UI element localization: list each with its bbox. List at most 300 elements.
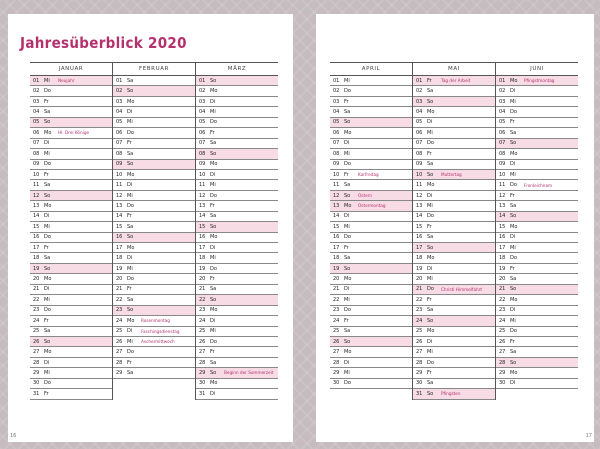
month-header: MAI (413, 62, 495, 76)
weekday: Mo (210, 380, 218, 387)
day-number: 13 (33, 202, 40, 209)
day-row (496, 264, 578, 274)
weekday: Do (44, 380, 51, 387)
weekday: So (344, 192, 351, 199)
weekday: Fr (210, 129, 215, 136)
day-row (113, 347, 195, 357)
day-number: 23 (499, 307, 506, 314)
day-row (113, 97, 195, 107)
day-row (30, 347, 112, 357)
day-row (413, 180, 495, 190)
weekday: Mi (344, 296, 350, 303)
weekday: Fr (510, 192, 515, 199)
weekday: So (510, 213, 517, 220)
day-row (113, 76, 195, 86)
day-row (30, 316, 112, 326)
weekday: Mo (127, 317, 135, 324)
day-row (113, 128, 195, 138)
day-number: 02 (116, 88, 123, 95)
day-number: 25 (416, 328, 423, 335)
weekday: Sa (44, 255, 51, 262)
day-number: 30 (416, 380, 423, 387)
day-number: 02 (199, 88, 206, 95)
day-row (413, 139, 495, 149)
day-row (413, 285, 495, 295)
day-row (330, 86, 412, 96)
day-number: 17 (199, 244, 206, 251)
weekday: Mo (44, 202, 52, 209)
weekday: Fr (44, 98, 49, 105)
weekday: Mo (427, 328, 435, 335)
day-row (113, 201, 195, 211)
day-number: 03 (199, 98, 206, 105)
weekday: So (510, 286, 517, 293)
day-number: 31 (199, 390, 206, 397)
weekday: Do (127, 276, 134, 283)
day-number: 22 (499, 296, 506, 303)
day-number: 23 (116, 307, 123, 314)
weekday: Mo (510, 150, 518, 157)
day-number: 24 (416, 317, 423, 324)
day-row (496, 243, 578, 253)
day-row (413, 368, 495, 378)
day-number: 03 (416, 98, 423, 105)
day-row (330, 253, 412, 263)
day-row (413, 170, 495, 180)
day-row (113, 264, 195, 274)
day-row (413, 191, 495, 201)
page-title: Jahresüberblick 2020 (20, 34, 187, 52)
day-row (30, 368, 112, 378)
day-number: 29 (116, 369, 123, 376)
weekday: Mi (427, 349, 433, 356)
weekday: Do (344, 88, 351, 95)
day-number: 04 (333, 109, 340, 116)
weekday: Di (44, 359, 50, 366)
day-number: 06 (416, 129, 423, 136)
day-row (196, 201, 278, 211)
day-row (496, 107, 578, 117)
month-header: JANUAR (30, 62, 112, 76)
weekday: Mo (44, 276, 52, 283)
weekday: So (210, 369, 217, 376)
day-number: 15 (416, 223, 423, 230)
weekday: Do (44, 307, 51, 314)
day-number: 09 (33, 161, 40, 168)
day-row (330, 97, 412, 107)
weekday: Di (127, 182, 133, 189)
day-number: 08 (333, 150, 340, 157)
day-number: 23 (416, 307, 423, 314)
day-number: 11 (499, 182, 506, 189)
weekday: Sa (44, 328, 51, 335)
weekday: Di (127, 328, 133, 335)
month-column (412, 62, 495, 400)
day-row (30, 107, 112, 117)
weekday: Sa (510, 202, 517, 209)
weekday: Fr (210, 349, 215, 356)
weekday: Mo (127, 98, 135, 105)
weekday: Sa (127, 77, 134, 84)
weekday: Mo (510, 369, 518, 376)
day-row (330, 316, 412, 326)
day-row (330, 128, 412, 138)
day-number: 13 (499, 202, 506, 209)
day-number: 02 (333, 88, 340, 95)
day-number: 01 (333, 77, 340, 84)
day-number: 24 (333, 317, 340, 324)
day-number: 02 (499, 88, 506, 95)
day-number: 03 (499, 98, 506, 105)
weekday: Mi (427, 276, 433, 283)
day-number: 25 (199, 328, 206, 335)
weekday: So (427, 171, 434, 178)
day-number: 17 (499, 244, 506, 251)
day-row (413, 222, 495, 232)
day-number: 24 (499, 317, 506, 324)
day-row (496, 233, 578, 243)
weekday: Sa (510, 276, 517, 283)
calendar-grid-right (330, 62, 578, 400)
weekday: Mo (127, 171, 135, 178)
weekday: So (210, 223, 217, 230)
month-header: MÄRZ (196, 62, 278, 76)
weekday: Fr (427, 77, 432, 84)
weekday: Do (344, 161, 351, 168)
weekday: Di (210, 317, 216, 324)
weekday: Mi (44, 223, 50, 230)
day-number: 13 (199, 202, 206, 209)
day-number: 24 (116, 317, 123, 324)
weekday: Fr (427, 296, 432, 303)
day-row (30, 160, 112, 170)
day-number: 08 (499, 150, 506, 157)
holiday-label: Tag der Arbeit (441, 78, 471, 84)
month-column (330, 62, 412, 400)
weekday: Mo (127, 244, 135, 251)
day-number: 20 (333, 276, 340, 283)
day-number: 13 (416, 202, 423, 209)
day-number: 25 (33, 328, 40, 335)
day-row (496, 327, 578, 337)
weekday: Mi (510, 171, 516, 178)
weekday: Do (427, 286, 434, 293)
day-row (196, 107, 278, 117)
day-row (413, 97, 495, 107)
day-number: 16 (199, 234, 206, 241)
day-number: 29 (199, 369, 206, 376)
day-number: 21 (416, 286, 423, 293)
day-number: 04 (416, 109, 423, 116)
month-column (495, 62, 578, 400)
day-row (196, 306, 278, 316)
day-number: 12 (33, 192, 40, 199)
weekday: Di (210, 98, 216, 105)
weekday: Do (44, 88, 51, 95)
day-row (330, 295, 412, 305)
month-column (112, 62, 195, 400)
day-number: 15 (333, 223, 340, 230)
day-number: 10 (499, 171, 506, 178)
weekday: Mo (344, 129, 352, 136)
weekday: Di (427, 338, 433, 345)
day-row (496, 347, 578, 357)
day-row (30, 327, 112, 337)
day-row (496, 149, 578, 159)
day-row (113, 285, 195, 295)
day-row (496, 170, 578, 180)
day-number: 20 (199, 276, 206, 283)
weekday: So (44, 265, 51, 272)
weekday: Mi (44, 77, 50, 84)
weekday: Mo (344, 349, 352, 356)
day-row (196, 222, 278, 232)
weekday: Sa (210, 140, 217, 147)
day-row (330, 327, 412, 337)
day-row (113, 274, 195, 284)
day-number: 04 (499, 109, 506, 116)
weekday: Di (210, 171, 216, 178)
day-number: 08 (416, 150, 423, 157)
weekday: Fr (510, 119, 515, 126)
day-number: 28 (33, 359, 40, 366)
day-number: 18 (199, 255, 206, 262)
day-number: 01 (33, 77, 40, 84)
day-row (30, 389, 112, 399)
weekday: Fr (127, 286, 132, 293)
day-number: 06 (116, 129, 123, 136)
weekday: Sa (127, 296, 134, 303)
day-row (413, 86, 495, 96)
weekday: So (427, 98, 434, 105)
day-row (496, 306, 578, 316)
weekday: Fr (127, 213, 132, 220)
day-number: 19 (199, 265, 206, 272)
weekday: Sa (510, 129, 517, 136)
day-number: 11 (333, 182, 340, 189)
day-number: 24 (33, 317, 40, 324)
day-row (30, 295, 112, 305)
day-row (196, 379, 278, 389)
day-number: 07 (333, 140, 340, 147)
day-row (196, 160, 278, 170)
weekday: Do (510, 182, 517, 189)
day-number: 21 (199, 286, 206, 293)
weekday: So (344, 338, 351, 345)
weekday: Sa (344, 182, 351, 189)
day-row (496, 86, 578, 96)
weekday: Di (427, 265, 433, 272)
day-row (496, 128, 578, 138)
day-number: 15 (199, 223, 206, 230)
weekday: Do (210, 119, 217, 126)
weekday: Di (210, 244, 216, 251)
weekday: Do (44, 234, 51, 241)
day-row (330, 139, 412, 149)
weekday: Do (344, 234, 351, 241)
day-row (496, 274, 578, 284)
day-row (113, 368, 195, 378)
day-row (196, 347, 278, 357)
day-number: 22 (116, 296, 123, 303)
day-number: 05 (333, 119, 340, 126)
day-number: 31 (416, 390, 423, 397)
weekday: Mi (44, 150, 50, 157)
holiday-label: Christi Himmelfahrt (441, 286, 483, 292)
day-row (30, 358, 112, 368)
day-row (330, 243, 412, 253)
day-row (330, 160, 412, 170)
weekday: Di (510, 380, 516, 387)
day-row (330, 233, 412, 243)
day-row (413, 274, 495, 284)
weekday: Di (344, 213, 350, 220)
day-row (113, 149, 195, 159)
holiday-label: Muttertag (441, 172, 462, 178)
day-number: 02 (416, 88, 423, 95)
day-row (496, 295, 578, 305)
weekday: Di (344, 359, 350, 366)
day-number: 11 (199, 182, 206, 189)
day-number: 01 (416, 77, 423, 84)
weekday: Do (210, 265, 217, 272)
day-row (413, 149, 495, 159)
day-number: 10 (199, 171, 206, 178)
day-number: 28 (116, 359, 123, 366)
day-row (113, 118, 195, 128)
day-number: 14 (499, 213, 506, 220)
day-row (496, 160, 578, 170)
day-number: 06 (499, 129, 506, 136)
page-number: 16 (10, 433, 17, 439)
weekday: Do (510, 109, 517, 116)
weekday: So (344, 119, 351, 126)
day-row (413, 389, 495, 399)
day-number: 26 (199, 338, 206, 345)
day-number: 13 (116, 202, 123, 209)
day-row (330, 337, 412, 347)
weekday: Mi (210, 182, 216, 189)
day-number: 12 (116, 192, 123, 199)
day-number: 31 (33, 390, 40, 397)
day-number: 06 (33, 129, 40, 136)
day-number: 07 (199, 140, 206, 147)
day-number: 04 (33, 109, 40, 116)
day-row (30, 264, 112, 274)
weekday: Mi (127, 265, 133, 272)
day-row (113, 170, 195, 180)
day-row (30, 97, 112, 107)
weekday: Sa (427, 307, 434, 314)
day-row (330, 358, 412, 368)
day-row (413, 128, 495, 138)
day-row (413, 264, 495, 274)
day-number: 28 (499, 359, 506, 366)
weekday: Mi (344, 223, 350, 230)
day-row (30, 274, 112, 284)
holiday-label: Ostermontag (358, 203, 386, 209)
day-row (330, 201, 412, 211)
holiday-label: Neujahr (58, 78, 75, 84)
day-row (113, 327, 195, 337)
day-number: 17 (116, 244, 123, 251)
day-number: 18 (116, 255, 123, 262)
holiday-label: Hl. Drei Könige (58, 130, 90, 136)
day-row (30, 337, 112, 347)
day-row (113, 180, 195, 190)
day-row (330, 264, 412, 274)
day-number: 19 (416, 265, 423, 272)
weekday: Di (344, 286, 350, 293)
weekday: Di (427, 119, 433, 126)
day-number: 23 (33, 307, 40, 314)
day-number: 16 (333, 234, 340, 241)
weekday: So (127, 234, 134, 241)
day-row (196, 316, 278, 326)
weekday: Fr (344, 171, 349, 178)
day-number: 10 (33, 171, 40, 178)
day-number: 09 (499, 161, 506, 168)
day-row (496, 97, 578, 107)
weekday: Mo (344, 276, 352, 283)
day-number: 09 (199, 161, 206, 168)
day-number: 11 (33, 182, 40, 189)
day-row (196, 118, 278, 128)
day-number: 08 (33, 150, 40, 157)
weekday: So (44, 119, 51, 126)
day-number: 09 (116, 161, 123, 168)
day-row (196, 337, 278, 347)
weekday: So (427, 317, 434, 324)
day-number: 16 (33, 234, 40, 241)
weekday: Mi (427, 202, 433, 209)
day-number: 01 (499, 77, 506, 84)
left-page (8, 14, 293, 442)
day-row (196, 86, 278, 96)
day-number: 26 (116, 338, 123, 345)
day-row (496, 316, 578, 326)
weekday: Fr (44, 390, 49, 397)
weekday: Mo (210, 234, 218, 241)
weekday: Mi (344, 150, 350, 157)
weekday: Di (427, 192, 433, 199)
day-row (30, 191, 112, 201)
weekday: Sa (427, 88, 434, 95)
day-number: 27 (116, 349, 123, 356)
day-number: 06 (199, 129, 206, 136)
day-row (413, 327, 495, 337)
weekday: Mi (44, 369, 50, 376)
day-row (496, 368, 578, 378)
day-number: 06 (333, 129, 340, 136)
day-number: 20 (116, 276, 123, 283)
day-row (196, 358, 278, 368)
weekday: Mo (44, 129, 52, 136)
day-row (413, 379, 495, 389)
day-row (413, 76, 495, 86)
day-row (413, 160, 495, 170)
day-number: 22 (199, 296, 206, 303)
day-number: 09 (416, 161, 423, 168)
day-number: 25 (499, 328, 506, 335)
day-number: 15 (499, 223, 506, 230)
weekday: Do (344, 380, 351, 387)
weekday: Fr (210, 202, 215, 209)
weekday: Sa (210, 286, 217, 293)
day-number: 21 (333, 286, 340, 293)
day-row (196, 97, 278, 107)
weekday: Sa (427, 380, 434, 387)
